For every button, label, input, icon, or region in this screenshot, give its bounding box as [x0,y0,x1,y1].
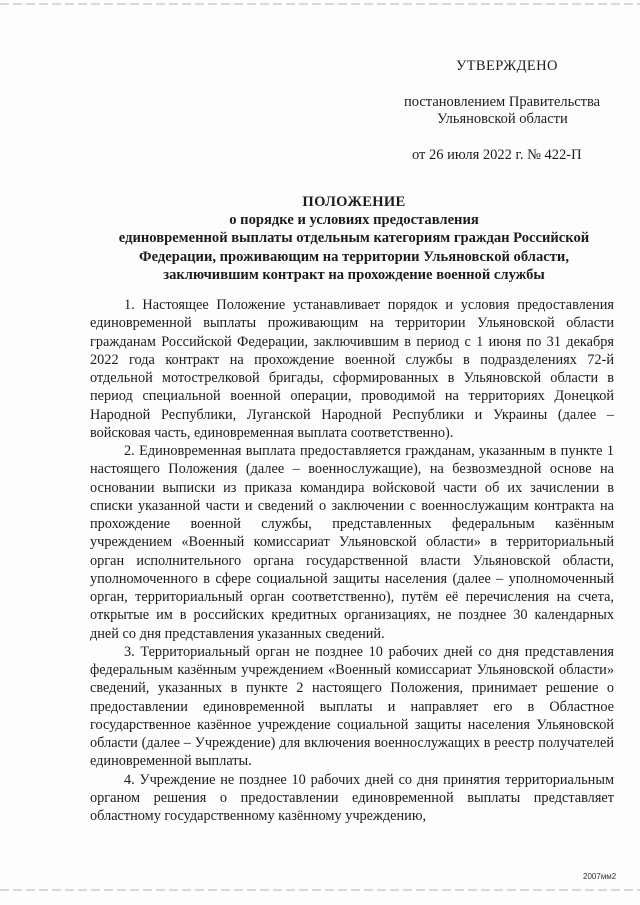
document-title: ПОЛОЖЕНИЕ [302,194,406,210]
document-title-block [80,193,628,284]
paragraph-2: 2. Единовременная выплата предоставляется гражданам, указанным в пункте 1 настоящего Положения (далее – военнослужащие), на безвозмездной основе на основании выписки из приказа командира войсковой части об их зачислении в списки указанной части и сведений о заключении с военнослужащим контракта на прохождение военной службы, представленных федеральным казённым учреждением «Военный комиссариат Ульяновской области» в территориальный орган исполнительного органа государственной власти Ульяновской области, уполномоченного в сфере социальной защиты населения (далее – уполномоченный орган, территориальный орган соответственно), путём её перечисления на счета, открытые им в российских кредитных организациях, не позднее 30 календарных дней со дня представления указанных сведений. [90,443,614,642]
approval-issuer-line1: постановлением Правительства [404,94,601,110]
scan-edge-bottom [0,889,640,891]
approval-date-number: от 26 июля 2022 г. № 422-П [412,147,582,163]
paragraph-3: 3. Территориальный орган не позднее 10 рабочих дней со дня представления федеральным казённым учреждением «Военный комиссариат Ульяновской области» сведений, указанных в пункте 2 настоящего Положения, принимает решение о предоставлении единовременной выплаты и направляет его в Областное государственное казённое учреждение социальной защиты населения Ульяновской области (далее – Учреждение) для включения военнослужащих в реестр получателей единовременной выплаты. [90,643,614,770]
footer-code: 2007мм2 [583,872,617,881]
document-subtitle-line: заключившим контракт на прохождение военной службы [163,266,545,283]
document-subtitle-line: единовременной выплаты отдельным категориям граждан Российской [118,230,590,247]
document-body [90,296,614,825]
scan-edge-top [0,3,640,5]
paragraph-4: 4. Учреждение не позднее 10 рабочих дней со дня принятия территориальным органом решения о предоставлении единовременной выплаты представляет областному государственному казённому учреждению, [90,771,614,824]
paragraph-1: 1. Настоящее Положение устанавливает порядок и условия предоставления единовременной выплаты проживающим на территории Ульяновской области гражданам Российской Федерации, заключившим в период с 1 июня по 31 декабря 2022 года контракт на прохождение военной службы в подразделениях 72-й отдельной мотострелковой бригады, сформированных в Ульяновской области в период специальной военной операции, проводимой на территориях Донецкой Народной Республики, Луганской Народной Республики и Украины (далее – войсковая часть, единовременная выплата соответственно). [90,297,614,441]
approval-title: УТВЕРЖДЕНО [456,58,558,74]
approval-issuer-line2: Ульяновской области [437,111,568,127]
document-subtitle-line: Федерации, проживающим на территории Ульяновской области, [139,248,569,265]
document-subtitle-line: о порядке и условиях предоставления [229,212,479,229]
